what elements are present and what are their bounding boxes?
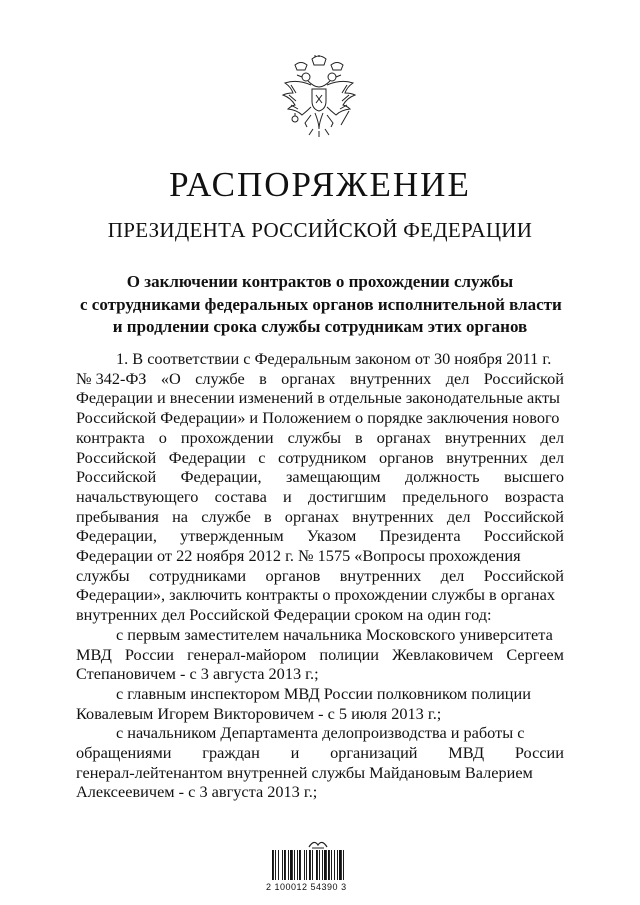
heading-line: О заключении контрактов о прохождении службы bbox=[126, 272, 514, 291]
body-word: с bbox=[258, 447, 266, 467]
body-word: внутренних дел Российской Федерации сроком на один год: bbox=[76, 605, 492, 625]
body-word: обращениями bbox=[76, 743, 172, 763]
body-word: службы bbox=[76, 565, 130, 585]
body-word: МВД bbox=[448, 743, 485, 763]
body-word: Федерации bbox=[168, 447, 246, 467]
body-line bbox=[76, 546, 564, 566]
body-word: службе bbox=[195, 368, 245, 388]
body-word: дел bbox=[446, 506, 471, 526]
body-word: в bbox=[263, 506, 272, 526]
barcode-bar bbox=[304, 850, 305, 880]
body-word: о bbox=[158, 427, 167, 447]
body-word: на bbox=[172, 506, 189, 526]
barcode-bar bbox=[290, 850, 293, 880]
body-word: службе bbox=[201, 506, 251, 526]
barcode-bar bbox=[272, 850, 274, 880]
body-word: дел bbox=[540, 427, 564, 447]
body-word: Российской Федерации» и Положением о порядке заключения нового bbox=[76, 408, 560, 428]
barcode bbox=[272, 850, 368, 880]
body-word: Федерации», заключить контракты о прохождении службы в органах bbox=[76, 585, 556, 605]
body-word: пребывания bbox=[76, 506, 159, 526]
body-word: граждан bbox=[202, 743, 260, 763]
barcode-bar bbox=[343, 850, 344, 880]
body-word: органах bbox=[376, 427, 431, 447]
body-line bbox=[76, 408, 564, 428]
barcode-bar bbox=[306, 850, 307, 880]
body-word: Федерации от 22 ноября 2012 г. № 1575 «Вопросы прохождения bbox=[76, 546, 521, 566]
body-word: органах bbox=[281, 368, 336, 388]
body-word: должность bbox=[404, 467, 480, 487]
body-line bbox=[76, 664, 564, 684]
barcode-bar bbox=[319, 850, 320, 880]
body-line bbox=[76, 585, 564, 605]
barcode-bar bbox=[316, 850, 318, 880]
body-word: Российской bbox=[483, 506, 564, 526]
body-word: Российской bbox=[483, 368, 564, 388]
body-word: России bbox=[514, 743, 564, 763]
body-word: в bbox=[355, 427, 363, 447]
body-line bbox=[76, 782, 564, 802]
body-line bbox=[76, 349, 564, 369]
body-word: службы bbox=[287, 427, 342, 447]
printer-logo-icon bbox=[307, 838, 329, 849]
body-word: Президента bbox=[379, 526, 461, 546]
body-word: и bbox=[290, 743, 300, 763]
heading-line: с сотрудниками федеральных органов исполнительной власти bbox=[80, 294, 562, 314]
body-word: органов bbox=[379, 447, 434, 467]
body-word: генерал-лейтенантом внутренней службы Майдановым Валерием bbox=[76, 762, 533, 782]
barcode-bar bbox=[297, 850, 298, 880]
body-line bbox=[76, 763, 564, 783]
barcode-bar bbox=[339, 850, 342, 880]
barcode-bar bbox=[328, 850, 330, 880]
body-word: Сергеем bbox=[506, 644, 564, 664]
barcode-bar bbox=[282, 850, 283, 880]
body-word: МВД bbox=[76, 644, 112, 664]
body-word: возраста bbox=[504, 486, 564, 506]
body-line bbox=[76, 487, 564, 507]
body-word: сотрудником bbox=[278, 447, 367, 467]
barcode-bar bbox=[331, 850, 332, 880]
body-line bbox=[76, 369, 564, 389]
body-line bbox=[76, 723, 564, 743]
body-word: 1. В соответствии с Федеральным законом от 30 ноября 2011 г. bbox=[116, 349, 552, 368]
body-word: Российской bbox=[483, 565, 564, 585]
body-line bbox=[76, 388, 564, 408]
body-word: России bbox=[124, 644, 174, 664]
body-word: Федерации, bbox=[180, 467, 262, 487]
body-word: Федерации, bbox=[76, 526, 157, 546]
body-word: № 342-ФЗ bbox=[76, 368, 147, 388]
barcode-number: 2 100012 54390 3 bbox=[266, 882, 347, 892]
body-word: с главным инспектором МВД России полковником полиции bbox=[116, 683, 531, 703]
barcode-bar bbox=[334, 850, 335, 880]
document-body bbox=[76, 349, 564, 802]
body-word: полиции bbox=[319, 644, 379, 664]
body-word: высшего bbox=[503, 467, 564, 487]
body-word: организаций bbox=[330, 743, 418, 763]
body-word: Жевлаковичем bbox=[392, 644, 494, 664]
barcode-bar bbox=[299, 850, 301, 880]
body-line bbox=[76, 684, 564, 704]
body-word: Указом bbox=[306, 526, 357, 546]
body-word: замещающим bbox=[285, 467, 381, 487]
body-line bbox=[76, 605, 564, 625]
barcode-bar bbox=[275, 850, 276, 880]
body-line bbox=[76, 428, 564, 448]
body-word: прохождении bbox=[180, 427, 274, 447]
document-subtitle: ПРЕЗИДЕНТА РОССИЙСКОЙ ФЕДЕРАЦИИ bbox=[107, 218, 533, 242]
body-word: дел bbox=[440, 565, 465, 585]
barcode-bar bbox=[312, 850, 313, 880]
document-title: РАСПОРЯЖЕНИЕ bbox=[169, 165, 471, 204]
body-line bbox=[76, 467, 564, 487]
body-word: внутренних bbox=[444, 427, 527, 447]
body-word: дел bbox=[540, 447, 564, 467]
body-word: органах bbox=[284, 506, 340, 526]
barcode-bar bbox=[278, 850, 279, 880]
heading-line: и продлении срока службы сотрудникам этих органов bbox=[112, 317, 528, 336]
body-word: внутренних bbox=[352, 506, 434, 526]
body-word: достигшим bbox=[307, 486, 387, 506]
body-word: в bbox=[259, 368, 267, 388]
body-word: Российской bbox=[483, 526, 564, 546]
body-line bbox=[76, 526, 564, 546]
coat-of-arms-emblem bbox=[281, 55, 357, 139]
barcode-bar bbox=[294, 850, 295, 880]
body-line bbox=[76, 507, 564, 527]
body-line bbox=[76, 743, 564, 763]
body-word: Степановичем - с 3 августа 2013 г.; bbox=[76, 664, 319, 684]
barcode-bar bbox=[322, 850, 323, 880]
body-word: и bbox=[283, 486, 292, 506]
body-line bbox=[76, 448, 564, 468]
body-word: «О bbox=[160, 368, 181, 388]
body-word: с первым заместителем начальника Московского университета bbox=[116, 624, 553, 644]
barcode-bar bbox=[324, 850, 327, 880]
body-line bbox=[76, 625, 564, 645]
body-word: внутренних bbox=[349, 368, 432, 388]
body-word: внутренних bbox=[446, 447, 528, 467]
barcode-bar bbox=[337, 850, 338, 880]
body-word: внутренних bbox=[339, 565, 422, 585]
body-word: контракта bbox=[76, 427, 145, 447]
body-word: состава bbox=[214, 486, 267, 506]
body-word: органов bbox=[265, 565, 321, 585]
barcode-bar bbox=[309, 850, 311, 880]
body-word: Российской bbox=[76, 467, 157, 487]
body-word: предельного bbox=[402, 486, 489, 506]
body-word: сотрудниками bbox=[148, 565, 247, 585]
barcode-bar bbox=[284, 850, 286, 880]
body-word: генерал-майором bbox=[187, 644, 307, 664]
body-line bbox=[76, 566, 564, 586]
body-word: дел bbox=[445, 368, 470, 388]
body-word: Российской bbox=[76, 447, 157, 467]
body-word: Федерации и внесении изменений в отдельные законодательные акты bbox=[76, 388, 560, 408]
body-word: Алексеевичем - с 3 августа 2013 г.; bbox=[76, 782, 318, 802]
body-word: с начальником Департамента делопроизводства и работы с bbox=[116, 723, 525, 743]
body-word: утвержденным bbox=[180, 526, 284, 546]
body-line bbox=[76, 704, 564, 724]
document-heading bbox=[80, 271, 560, 339]
body-word: начальствующего bbox=[76, 486, 199, 506]
body-word: Ковалевым Игорем Викторовичем - с 5 июля 2013 г.; bbox=[76, 703, 442, 723]
barcode-bar bbox=[288, 850, 289, 880]
body-line bbox=[76, 645, 564, 665]
